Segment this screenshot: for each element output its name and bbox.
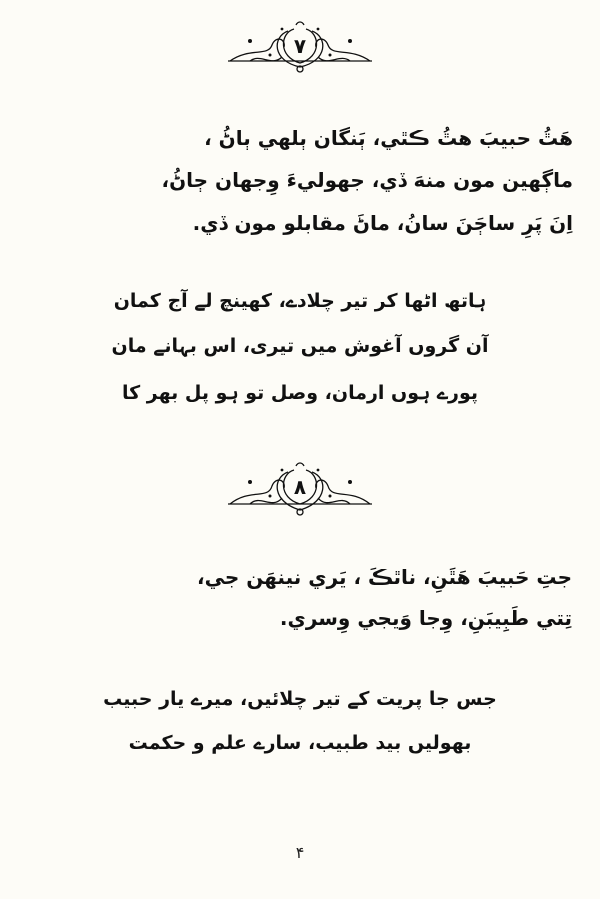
verse-line: ماڳهين مون منهَ ڏي، جهوليءَ وِجهان ڄاڻُ، bbox=[161, 168, 573, 192]
verse-line: بھولیں بید طبیب، سارے علم و حکمت bbox=[128, 732, 472, 754]
verse-line: تِتي طَبِيبَنِ، وِجا وَيجي وِسري. bbox=[279, 606, 572, 630]
verse-line: جتِ حَبيبَ هَٿَنِ، ناٿڪَ ، يَري نينهَن جي، bbox=[197, 565, 572, 589]
page-number: ۴ bbox=[295, 843, 305, 862]
verse-line: ہاتھ اٹھا کر تیر چلادے، کھینچ لے آج کمان bbox=[113, 290, 487, 312]
chapter-ornament-8 bbox=[210, 458, 390, 518]
verse-line: اِنَ پَرِ ساڄَنَ سانُ، ماڻَ مقابلو مون ڏي. bbox=[192, 211, 573, 235]
verse-line: آن گروں آغوش میں تیری، اس بہانے مان bbox=[111, 335, 489, 357]
chapter-ornament-7 bbox=[210, 17, 390, 77]
verse-line: هَٿُ حبيبَ هٿُ ڪٿي، ٻَنگان ٻلهي ٻاڻُ ، bbox=[204, 126, 573, 150]
chapter-number: ٨ bbox=[293, 474, 307, 499]
verse-line: پورے ہوں ارمان، وصل تو ہو پل بھر کا bbox=[121, 382, 479, 404]
chapter-number: ٧ bbox=[293, 33, 307, 58]
verse-line: جس جا پریت کے تیر چلائیں، میرے یار حبیب bbox=[103, 688, 497, 710]
